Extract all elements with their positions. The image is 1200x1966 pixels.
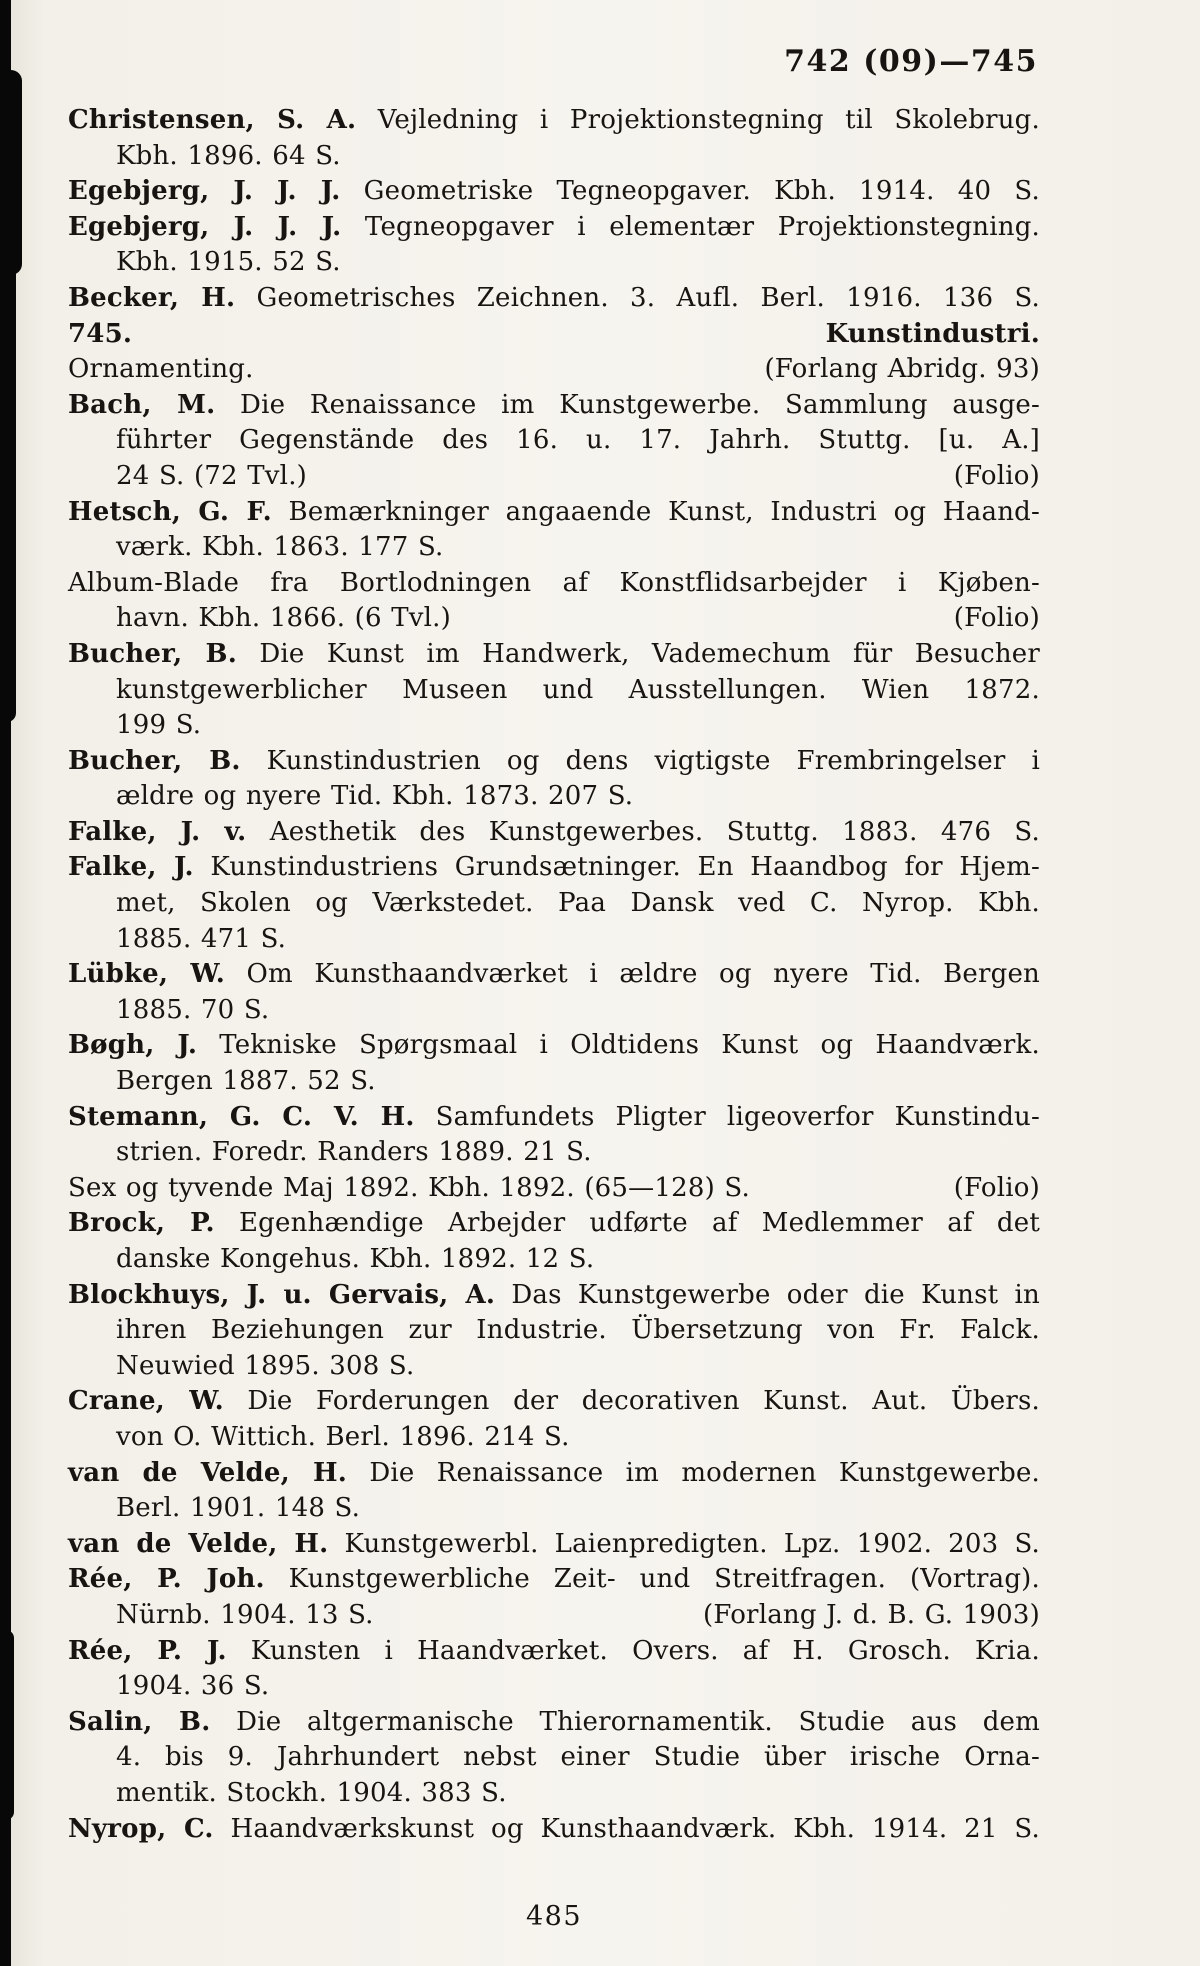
entry-line-text [68,1564,1040,1594]
bibliography-entries [68,103,1040,1847]
entry-line-text [68,1102,1040,1132]
entry-line [68,1135,1040,1171]
entry-line-text [116,1598,374,1634]
entry-line-text [68,176,1040,206]
entry-text: Ornamenting. [68,354,254,385]
entry-line-text [68,746,1040,776]
entry-line-text [116,888,1040,918]
entry-line [68,459,1040,495]
scan-edge-blob [0,70,22,275]
entry-line [68,1420,1040,1456]
right-margin-note: Kunstindustri. [825,318,1040,349]
entry-line [68,815,1040,851]
right-margin-note: (Forlang J. d. B. G. 1903) [703,1599,1040,1630]
author-name: Bach, M. [68,389,216,420]
entry-text: 199 S. [116,710,202,741]
entry [68,210,1040,281]
entry-line [68,566,1040,602]
entry-line-text [68,817,1040,847]
entry-text: Album-Blade fra Bortlodningen af Konstflidsarbejder i Kjøben- [68,567,1040,598]
entry [68,1100,1040,1171]
right-margin-note: (Folio) [953,460,1040,491]
entry-line [68,637,1040,673]
entry-line [68,957,1040,993]
author-name: Nyrop, C. [68,1813,214,1844]
entry-line [68,1313,1040,1349]
entry-line [68,1028,1040,1064]
entry-line [68,1705,1040,1741]
entry [68,815,1040,851]
entry-text: Die Forderungen der decorativen Kunst. Aut. Übers. [223,1386,1040,1417]
author-name: Bøgh, J. [68,1030,198,1061]
entry-text: havn. Kbh. 1866. (6 Tvl.) [116,603,451,634]
entry [68,281,1040,317]
entry-line-text [68,568,1040,598]
entry-line-text [116,1066,376,1096]
entry-line [68,708,1040,744]
entry-line-text [116,247,341,277]
entry-line [68,210,1040,246]
author-name: Salin, B. [68,1706,211,1737]
entry-text: Die Kunst im Handwerk, Vademechum für Besucher [237,638,1041,669]
entry-line [68,174,1040,210]
entry-text: Kunstgewerbl. Laienpredigten. Lpz. 1902. 203 S. [328,1528,1040,1559]
entry [68,566,1040,637]
entry-text: 4. bis 9. Jahrhundert nebst einer Studie über irische Orna- [116,1742,1040,1773]
entry-line [68,673,1040,709]
entry-line [68,1598,1040,1634]
right-margin-note: (Folio) [953,1172,1040,1203]
entry-line [68,352,1040,388]
entry-line-text [68,959,1040,989]
entry-line-text [116,1351,414,1381]
author-name: Christensen, S. A. [68,105,357,135]
entry-line-text [116,459,307,495]
entry-line-text [68,852,1040,882]
entry-line [68,1100,1040,1136]
entry-line [68,1171,1040,1207]
entry-line-text [116,1742,1040,1772]
entry-line-text [116,1778,507,1808]
entry [68,1278,1040,1385]
entry-line [68,1384,1040,1420]
author-name: Egebjerg, J. J. J. [68,211,342,242]
entry-text: Nürnb. 1904. 13 S. [116,1599,374,1630]
entry-text: 1904. 36 S. [116,1671,270,1702]
entry [68,1634,1040,1705]
book-page [68,44,1040,1932]
entry-line-text [116,1671,269,1701]
author-name: Hetsch, G. F. [68,496,272,527]
entry-line-text [68,1707,1040,1737]
entry-text: Kunstindustrien og dens vigtigste Frembringelser i [240,745,1041,776]
entry-line [68,1776,1040,1812]
entry [68,103,1040,174]
entry-line-text [116,532,444,562]
entry-line [68,1740,1040,1776]
entry-line-text [68,1386,1040,1416]
entry-line-text [68,639,1040,669]
entry-line [68,779,1040,815]
entry [68,1812,1040,1848]
entry-line-text [68,1280,1040,1310]
entry-line [68,281,1040,317]
entry-line-text [68,352,254,388]
entry-line-text [68,317,132,353]
entry-line [68,850,1040,886]
entry-text: strien. Foredr. Randers 1889. 21 S. [116,1137,592,1168]
entry-line-text [68,1814,1040,1844]
author-name: Brock, P. [68,1208,215,1239]
entry-text: Sex og tyvende Maj 1892. Kbh. 1892. (65—128) S. [68,1172,750,1203]
author-name: Rée, P. J. [68,1635,227,1666]
entry-line [68,423,1040,459]
entry [68,1028,1040,1099]
entry [68,174,1040,210]
entry-text: mentik. Stockh. 1904. 383 S. [116,1777,507,1808]
entry-line [68,1812,1040,1848]
entry [68,1527,1040,1563]
entry-text: von O. Wittich. Berl. 1896. 214 S. [116,1421,570,1452]
author-name: 745. [68,318,133,349]
entry-line-text [68,497,1040,527]
author-name: Falke, J. [68,852,194,883]
entry-line [68,495,1040,531]
entry-text: Tekniske Spørgsmaal i Oldtidens Kunst og Haandværk. [197,1030,1040,1061]
author-name: van de Velde, H. [68,1528,329,1559]
entry-line-text [116,675,1040,705]
author-name: Blockhuys, J. u. Gervais, A. [68,1279,496,1310]
entry-line-text [116,1493,360,1523]
scan-edge-blob [0,252,16,722]
entry [68,352,1040,388]
entry-text: Die Renaissance im modernen Kunstgewerbe. [347,1457,1040,1488]
entry-text: Vejledning i Projektionstegning til Skolebrug. [356,105,1040,135]
entry-text: 1885. 471 S. [116,923,287,954]
entry-line-text [116,1244,594,1274]
entry-line [68,388,1040,424]
entry [68,1206,1040,1277]
entry-line-text [116,425,1040,455]
author-name: Crane, W. [68,1386,224,1417]
entry-line-text [116,781,633,811]
entry-line [68,317,1040,353]
entry [68,1384,1040,1455]
right-margin-note: (Folio) [953,603,1040,634]
entry-text: 1885. 70 S. [116,994,270,1025]
entry-line-text [68,390,1040,420]
entry-text: Samfundets Pligter ligeoverfor Kunstindu- [414,1101,1040,1132]
entry-line [68,103,1040,139]
author-name: Bucher, B. [68,638,237,669]
author-name: Rée, P. Joh. [68,1564,265,1595]
entry-line [68,139,1040,175]
entry-text: Kunsten i Haandværket. Overs. af H. Grosch. Kria. [226,1635,1040,1666]
entry-text: führter Gegenstände des 16. u. 17. Jahrh. Stuttg. [u. A.] [116,425,1040,456]
entry [68,637,1040,744]
entry-text: 24 S. (72 Tvl.) [116,460,308,491]
entry-line [68,601,1040,637]
entry [68,1171,1040,1207]
entry-text: Kunstindustriens Grundsætninger. En Haandbog for Hjem- [193,852,1040,883]
entry-text: Om Kunsthaandværket i ældre og nyere Tid. Bergen [225,959,1041,990]
entry-line-text [116,1422,570,1452]
entry-text: Kunstgewerbliche Zeit- und Streitfragen. (Vortrag). [264,1564,1040,1595]
entry-line-text [116,141,341,171]
author-name: Egebjerg, J. J. J. [68,176,341,207]
author-name: Becker, H. [68,282,236,313]
author-name: Bucher, B. [68,745,241,776]
author-name: van de Velde, H. [68,1457,348,1488]
entry-text: Tegneopgaver i elementær Projektionstegning. [341,211,1040,242]
entry-line [68,1064,1040,1100]
entry-line-text [68,1458,1040,1488]
entry-line-text [68,1636,1040,1666]
entry-text: met, Skolen og Værkstedet. Paa Dansk ved C. Nyrop. Kbh. [116,888,1040,919]
entry-line [68,1634,1040,1670]
entry-line [68,1456,1040,1492]
page-header-classification: 742 (09)—745 [784,44,1038,79]
entry-text: Kbh. 1915. 52 S. [116,247,341,278]
entry-line-text [68,1529,1040,1559]
entry-text: Die altgermanische Thierornamentik. Studie aus dem [210,1706,1040,1737]
entry-text: Haandværkskunst og Kunsthaandværk. Kbh. 1914. 21 S. [213,1813,1040,1844]
entry-line [68,1562,1040,1598]
entry-text: Bergen 1887. 52 S. [116,1066,376,1097]
entry [68,957,1040,1028]
entry [68,388,1040,495]
entry-text: Das Kunstgewerbe oder die Kunst in [495,1279,1040,1310]
entry-text: Berl. 1901. 148 S. [116,1493,361,1524]
entry-line-text [116,1137,592,1167]
entry-text: danske Kongehus. Kbh. 1892. 12 S. [116,1244,595,1274]
entry-text: Die Renaissance im Kunstgewerbe. Sammlung ausge- [215,389,1040,420]
entry-line [68,993,1040,1029]
entry-line [68,1349,1040,1385]
entry-line-text [68,1208,1040,1238]
entry-line-text [68,1030,1040,1060]
entry [68,1705,1040,1812]
entry-line-text [116,1315,1040,1345]
entry-line [68,530,1040,566]
entry-line [68,1242,1040,1278]
entry [68,1456,1040,1527]
entry [68,744,1040,815]
entry-text: Kbh. 1896. 64 S. [116,140,341,171]
author-name: Lübke, W. [68,959,226,990]
entry-text: kunstgewerblicher Museen und Ausstellungen. Wien 1872. [116,674,1040,705]
entry-text: ihren Beziehungen zur Industrie. Übersetzung von Fr. Falck. [116,1315,1040,1346]
entry-line-text [116,710,201,740]
scan-edge-blob [0,1630,14,1820]
entry [68,317,1040,353]
entry-text: Aesthetik des Kunstgewerbes. Stuttg. 1883. 476 S. [246,816,1040,847]
entry-text: værk. Kbh. 1863. 177 S. [116,532,444,563]
entry-line-text [68,1171,750,1207]
right-margin-note: (Forlang Abridg. 93) [764,354,1040,385]
entry-line [68,245,1040,281]
entry-text: Bemærkninger angaaende Kunst, Industri og Haand- [271,496,1040,527]
page-number: 485 [525,1901,583,1933]
entry [68,1562,1040,1633]
entry-line-text [68,105,1040,135]
entry-line [68,886,1040,922]
author-name: Falke, J. v. [68,816,247,847]
entry-line-text [116,601,451,637]
entry-line [68,1206,1040,1242]
entry-line-text [68,212,1040,242]
entry-text: Geometrisches Zeichnen. 3. Aufl. Berl. 1916. 136 S. [235,282,1040,313]
entry-line [68,1527,1040,1563]
entry-text: Neuwied 1895. 308 S. [116,1350,415,1381]
entry-line [68,922,1040,958]
entry-text: Geometriske Tegneopgaver. Kbh. 1914. 40 S. [340,176,1040,207]
entry-text: ældre og nyere Tid. Kbh. 1873. 207 S. [116,781,634,812]
entry-line [68,1278,1040,1314]
entry-line-text [116,924,286,954]
entry-text: Egenhændige Arbejder udførte af Medlemmer af det [214,1208,1040,1239]
entry-line [68,744,1040,780]
entry-line-text [116,995,269,1025]
author-name: Stemann, G. C. V. H. [68,1101,415,1132]
entry-line-text [68,283,1040,313]
entry [68,850,1040,957]
entry-line [68,1669,1040,1705]
entry [68,495,1040,566]
entry-line [68,1491,1040,1527]
